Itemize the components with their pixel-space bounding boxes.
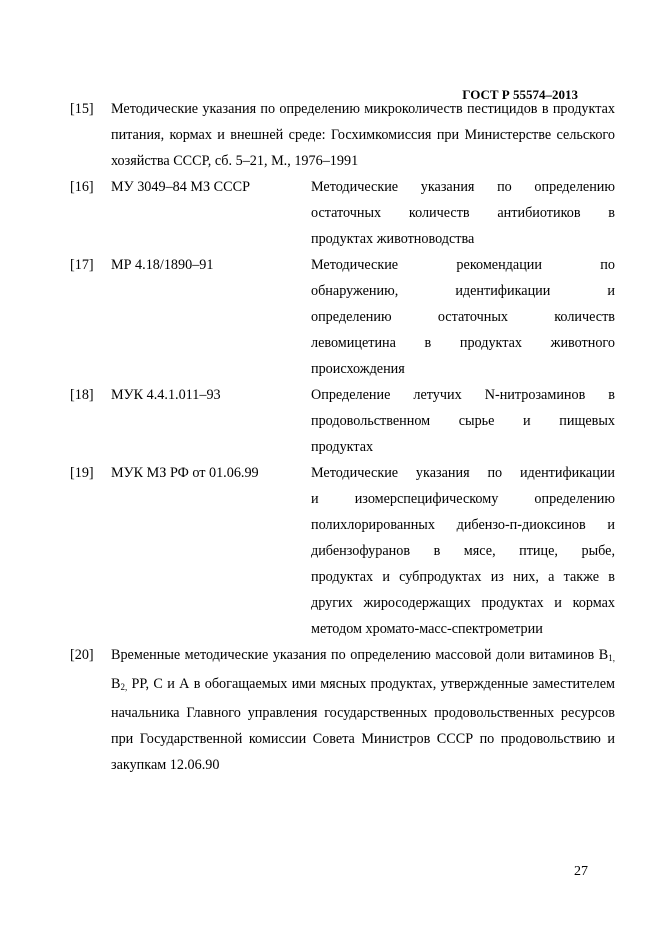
reference-description (311, 174, 615, 252)
description-line: остаточных количеств антибиотиков в (311, 205, 615, 221)
reference-item-15 (70, 96, 615, 174)
description-line: левомицетина в продуктах животного (311, 335, 615, 351)
reference-code: МУК 4.4.1.011–93 (111, 387, 221, 403)
description-line: происхождения (311, 361, 405, 377)
description-line: других жиросодержащих продуктах и кормах (311, 595, 615, 611)
text-segment: В (111, 676, 121, 692)
reference-code: МУ 3049–84 МЗ СССР (111, 179, 250, 195)
reference-list (70, 96, 615, 778)
reference-item-18 (70, 382, 615, 460)
description-line: дибензофуранов в мясе, птице, рыбе, (311, 543, 615, 559)
reference-code: МР 4.18/1890–91 (111, 257, 214, 273)
description-line: Методические указания по определению (311, 179, 615, 195)
description-line: и изомерспецифическому определению (311, 491, 615, 507)
reference-number: [18] (70, 387, 94, 403)
reference-code: МУК МЗ РФ от 01.06.99 (111, 465, 259, 481)
reference-description (311, 460, 615, 642)
reference-number: [15] (70, 101, 94, 117)
reference-item-17 (70, 252, 615, 382)
description-line: Определение летучих N-нитрозаминов в (311, 387, 615, 403)
description-line: продовольственном сырье и пищевых (311, 413, 615, 429)
reference-item-16 (70, 174, 615, 252)
reference-item-20 (70, 642, 615, 778)
description-line: Методические рекомендации по (311, 257, 615, 273)
description-line: обнаружению, идентификации и (311, 283, 615, 299)
reference-text (111, 642, 615, 778)
reference-description (311, 382, 615, 460)
reference-description (311, 252, 615, 382)
text-segment: РР, С и А в обогащаемых ими мясных продуктах, утвержденные заместителем начальника Главного управления государственных продовольственных ресурсов при Государственной комиссии Совета Министров СССР по продовольствию и закупкам 12.06.90 (111, 676, 615, 773)
reference-text: Методические указания по определению микроколичеств пестицидов в продуктах питания, кормах и внешней среде: Госхимкомиссия при Министерстве сельского хозяйства СССР, сб. 5–21, М., 1976–1991 (111, 101, 615, 169)
description-line: определению остаточных количеств (311, 309, 615, 325)
page-number: 27 (574, 864, 588, 879)
reference-number: [20] (70, 647, 94, 663)
description-line: продуктах (311, 439, 374, 455)
description-line: продуктах животноводства (311, 231, 475, 247)
reference-number: [19] (70, 465, 94, 481)
description-line: полихлорированных дибензо-п-диоксинов и (311, 517, 615, 533)
text-segment: Временные методические указания по определению массовой доли витаминов В (111, 647, 609, 663)
description-line: Методические указания по идентификации (311, 465, 615, 481)
reference-item-19 (70, 460, 615, 642)
reference-number: [17] (70, 257, 94, 273)
reference-number: [16] (70, 179, 94, 195)
description-line: методом хромато-масс-спектрометрии (311, 621, 543, 637)
description-line: продуктах и субпродуктах из них, а также в (311, 569, 615, 585)
standard-header: ГОСТ Р 55574–2013 (462, 87, 578, 102)
subscript: 1, (608, 653, 615, 663)
subscript: 2, (120, 682, 128, 692)
